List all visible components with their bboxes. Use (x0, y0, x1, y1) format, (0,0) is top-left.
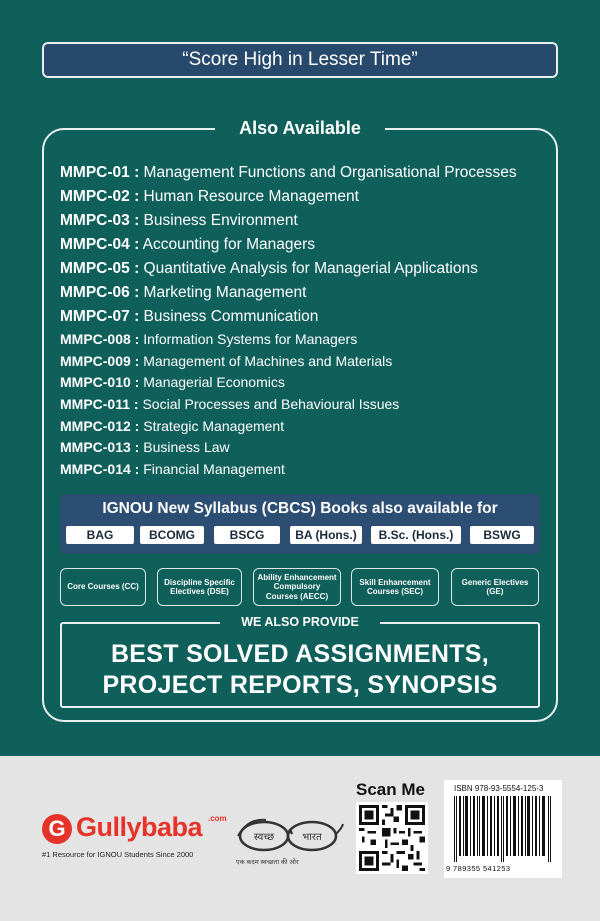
list-item: MMPC-012 : Strategic Management (60, 417, 285, 434)
provide-line-1: BEST SOLVED ASSIGNMENTS, (103, 640, 497, 668)
category-ge: Generic Electives (GE) (451, 568, 539, 606)
list-item: MMPC-013 : Business Law (60, 439, 230, 456)
provide-line-wrapper-1 (60, 640, 540, 669)
list-item: MMPC-01 : Management Functions and Organisational Processes (60, 164, 517, 181)
scan-me-label: Scan Me (356, 780, 425, 799)
barcode-icon (452, 796, 554, 862)
swachh-left-text: स्वच्छ (253, 832, 275, 843)
program-badge-bscg: BSCG (214, 526, 280, 544)
gullybaba-logo-icon: G (42, 814, 72, 844)
swachh-bharat-caption: एक कदम स्वच्छता की ओर (236, 859, 299, 866)
program-badge-bcomg: BCOMG (140, 526, 204, 544)
category-core-courses: Core Courses (CC) (60, 568, 146, 606)
program-badge-bswg: BSWG (470, 526, 534, 544)
list-item: MMPC-05 : Quantitative Analysis for Managerial Applications (60, 260, 478, 277)
category-dse: Discipline Specific Electives (DSE) (157, 568, 242, 606)
list-item: MMPC-03 : Business Environment (60, 212, 298, 229)
category-aecc: Ability Enhancement Compulsory Courses (AECC) (253, 568, 341, 606)
list-item: MMPC-008 : Information Systems for Managers (60, 331, 358, 347)
list-item: MMPC-010 : Managerial Economics (60, 374, 285, 391)
list-item: MMPC-07 : Business Communication (60, 308, 319, 325)
list-item: MMPC-011 : Social Processes and Behavioural Issues (60, 396, 400, 413)
provide-line-wrapper-2 (60, 671, 540, 700)
logo-tagline: #1 Resource for IGNOU Students Since 2000 (42, 850, 194, 859)
isbn-label: ISBN 978-93-5554-125-3 (454, 784, 544, 793)
tagline-banner: “Score High in Lesser Time” (42, 42, 558, 78)
gullybaba-logo-text: Gullybaba (76, 812, 203, 842)
list-item: MMPC-06 : Marketing Management (60, 284, 307, 301)
program-badge-bsc-hons: B.Sc. (Hons.) (371, 526, 461, 544)
program-badge-ba-hons: BA (Hons.) (290, 526, 362, 544)
also-provide-title: WE ALSO PROVIDE (220, 613, 380, 631)
provide-line-2: PROJECT REPORTS, SYNOPSIS (94, 671, 505, 699)
qr-code-icon[interactable] (356, 802, 428, 874)
course-list (60, 161, 555, 481)
cbcs-title: IGNOU New Syllabus (CBCS) Books also available for (102, 500, 498, 517)
list-item: MMPC-014 : Financial Management (60, 461, 285, 478)
program-badge-bag: BAG (66, 526, 134, 544)
barcode-number: 9 789355 541253 (446, 864, 511, 873)
list-item: MMPC-02 : Human Resource Management (60, 188, 359, 205)
gullybaba-logo-suffix: .com (208, 814, 227, 823)
cbcs-panel (60, 494, 540, 554)
list-item: MMPC-04 : Accounting for Managers (60, 236, 316, 253)
list-item: MMPC-009 : Management of Machines and Materials (60, 352, 393, 369)
also-available-title: Also Available (215, 115, 385, 141)
category-sec: Skill Enhancement Courses (SEC) (351, 568, 439, 606)
swachh-right-text: भारत (302, 832, 322, 843)
